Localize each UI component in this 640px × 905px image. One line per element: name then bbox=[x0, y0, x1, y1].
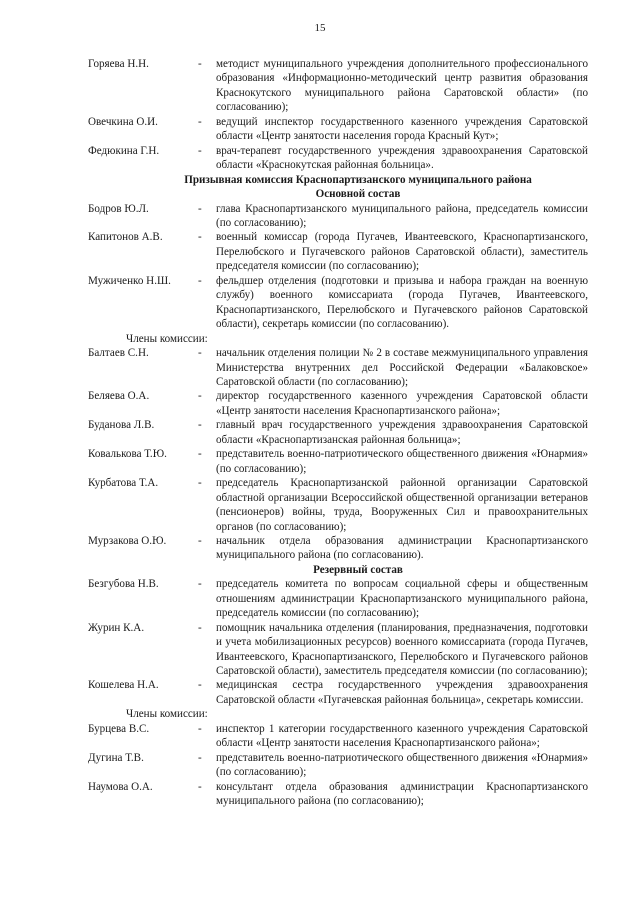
dash-separator: - bbox=[198, 202, 202, 215]
member-name: Дугина Т.В. bbox=[88, 751, 144, 764]
member-position: председатель комитета по вопросам социальной сферы и общественным отношениям администрации Краснопартизанского муниципального района, председатель комиссии (по согласованию); bbox=[216, 578, 588, 620]
member-name: Кошелева Н.А. bbox=[88, 679, 159, 692]
member-name: Журин К.А. bbox=[88, 621, 145, 634]
member-position: помощник начальника отделения (планирования, предназначения, подготовки и учета мобилизационных ресурсов) военного комиссариата (города Пугачев, Ивантеевского, Краснопартизанского, Перелюбского и Пугачевского районов Саратовской области), заместитель председателя комиссии (по согласованию); bbox=[216, 621, 588, 678]
dash-separator: - bbox=[198, 780, 202, 793]
member-position: глава Краснопартизанского муниципального района, председатель комиссии (по согласованию); bbox=[216, 202, 588, 229]
member-name: Горяева Н.Н. bbox=[88, 58, 149, 70]
main-entries-list bbox=[88, 202, 588, 332]
list-item bbox=[88, 621, 588, 679]
reserve-composition-heading: Резервный состав bbox=[313, 563, 403, 576]
member-name: Бурцева В.С. bbox=[88, 722, 150, 735]
reserve-members-list bbox=[88, 722, 588, 809]
member-position: представитель военно-патриотического общественного движения «Юнармия» (по согласованию); bbox=[216, 448, 588, 475]
dash-separator: - bbox=[198, 679, 202, 692]
member-position: врач-терапевт государственного учреждения здравоохранения Саратовской области «Краснокутская районная больница». bbox=[216, 144, 588, 172]
dash-separator: - bbox=[198, 274, 202, 287]
list-item bbox=[88, 577, 588, 620]
page-number: 15 bbox=[314, 22, 326, 34]
dash-separator: - bbox=[198, 448, 202, 461]
member-name: Ковалькова Т.Ю. bbox=[88, 448, 167, 461]
reserve-members-label: Члены комиссии: bbox=[126, 708, 208, 721]
reserve-entries-list bbox=[88, 577, 588, 707]
list-item bbox=[88, 418, 588, 447]
member-position: фельдшер отделения (подготовки и призыва и набора граждан на военную службу) военного комиссариата (города Пугачев, Ивантеевского, Краснопартизанского, Перелюбского и Пугачевского районов Саратовской области), секретарь комиссии (по согласованию). bbox=[216, 274, 588, 331]
main-members-label: Члены комиссии: bbox=[126, 332, 208, 345]
member-position: начальник отделения полиции № 2 в составе межмуниципального управления Министерства внутренних дел Российской Федерации «Балаковское» Саратовской области (по согласованию); bbox=[216, 347, 588, 388]
list-item bbox=[88, 780, 588, 809]
member-position: начальник отдела образования администрации Краснопартизанского муниципального района (по согласованию). bbox=[216, 534, 588, 562]
list-item bbox=[88, 722, 588, 751]
member-position: директор государственного казенного учреждения Саратовской области «Центр занятости населения Краснопартизанского района»; bbox=[216, 390, 588, 417]
dash-separator: - bbox=[198, 390, 202, 403]
list-item bbox=[88, 534, 588, 563]
document-body bbox=[88, 57, 588, 809]
top-entries-list bbox=[88, 57, 588, 173]
member-name: Беляева О.А. bbox=[88, 390, 150, 403]
member-position: главный врач государственного учреждения здравоохранения Саратовской области «Краснопартизанская районная больница»; bbox=[216, 419, 588, 446]
member-name: Наумова О.А. bbox=[88, 780, 153, 793]
dash-separator: - bbox=[198, 722, 202, 735]
member-name: Бодров Ю.Л. bbox=[88, 202, 149, 215]
dash-separator: - bbox=[198, 347, 202, 360]
dash-separator: - bbox=[198, 477, 202, 490]
dash-separator: - bbox=[198, 58, 202, 70]
dash-separator: - bbox=[198, 231, 202, 244]
list-item bbox=[88, 57, 588, 115]
member-name: Буданова Л.В. bbox=[88, 419, 155, 432]
member-name: Безгубова Н.В. bbox=[88, 578, 159, 591]
list-item bbox=[88, 144, 588, 173]
member-name: Балтаев С.Н. bbox=[88, 347, 149, 360]
member-position: медицинская сестра государственного учреждения здравоохранения Саратовской области «Пугачевская районная больница», секретарь комиссии. bbox=[216, 679, 588, 706]
list-item bbox=[88, 202, 588, 231]
list-item bbox=[88, 230, 588, 273]
main-composition-heading: Основной состав bbox=[315, 188, 401, 201]
list-item bbox=[88, 447, 588, 476]
member-position: методист муниципального учреждения дополнительного профессионального образования «Информационно-методический центр развития образования Краснокутского муниципального района Саратовской области» (по согласованию); bbox=[216, 58, 588, 114]
member-name: Капитонов А.В. bbox=[88, 231, 163, 244]
member-position: консультант отдела образования администрации Краснопартизанского муниципального района (по согласованию); bbox=[216, 780, 588, 808]
list-item bbox=[88, 389, 588, 418]
member-name: Курбатова Т.А. bbox=[88, 477, 159, 490]
list-item bbox=[88, 678, 588, 707]
list-item bbox=[88, 115, 588, 144]
list-item bbox=[88, 476, 588, 534]
dash-separator: - bbox=[198, 621, 202, 634]
list-item bbox=[88, 751, 588, 780]
list-item bbox=[88, 346, 588, 389]
member-position: военный комиссар (города Пугачев, Ивантеевского, Краснопартизанского, Перелюбского и Пугачевского районов Саратовской области), заместитель председателя комиссии (по согласованию); bbox=[216, 231, 588, 273]
dash-separator: - bbox=[198, 751, 202, 764]
dash-separator: - bbox=[198, 144, 202, 157]
member-name: Мужиченко Н.Ш. bbox=[88, 274, 171, 287]
list-item bbox=[88, 274, 588, 332]
member-position: инспектор 1 категории государственного казенного учреждения Саратовской области «Центр занятости населения Краснопартизанского района»; bbox=[216, 722, 588, 750]
member-name: Федюкина Г.Н. bbox=[88, 144, 160, 157]
member-position: председатель Краснопартизанской районной организации Саратовской областной организации Всероссийской общественной организации ветеранов (пенсионеров) войны, труда, Вооруженных Сил и правоохранительных органов (по согласованию); bbox=[216, 477, 588, 533]
dash-separator: - bbox=[198, 578, 202, 591]
dash-separator: - bbox=[198, 115, 202, 128]
dash-separator: - bbox=[198, 534, 202, 547]
member-position: представитель военно-патриотического общественного движения «Юнармия» (по согласованию); bbox=[216, 751, 588, 779]
main-members-list bbox=[88, 346, 588, 563]
commission-title: Призывная комиссия Краснопартизанского муниципального района bbox=[184, 173, 532, 186]
dash-separator: - bbox=[198, 419, 202, 432]
member-position: ведущий инспектор государственного казенного учреждения Саратовской области «Центр занятости населения города Красный Кут»; bbox=[216, 115, 588, 143]
member-name: Мурзакова О.Ю. bbox=[88, 534, 167, 547]
member-name: Овечкина О.И. bbox=[88, 115, 158, 128]
